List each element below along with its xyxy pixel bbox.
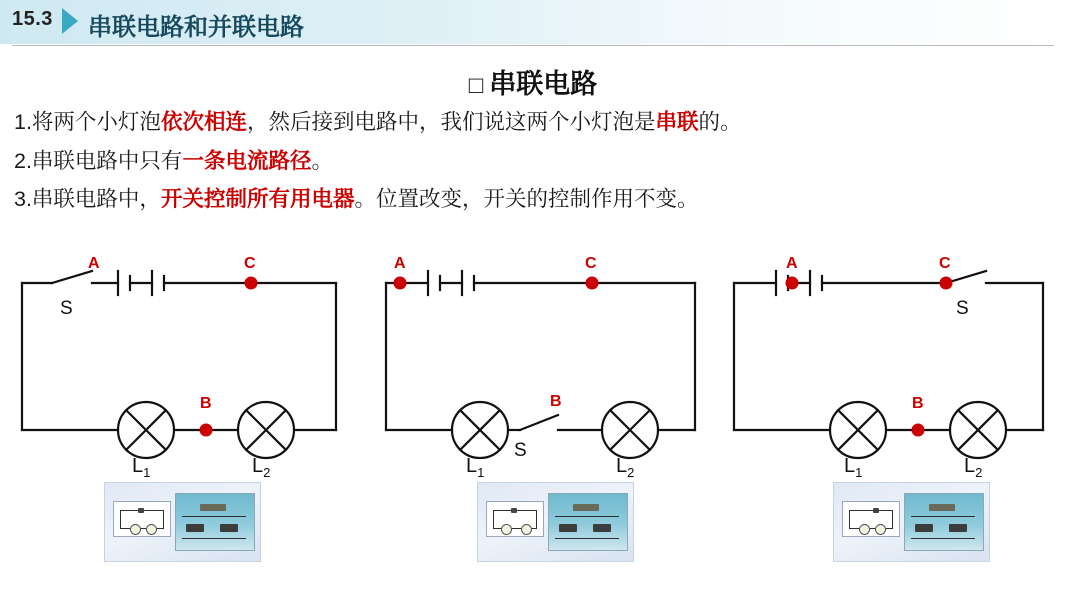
content-line-2	[14, 148, 1054, 173]
photo-1-schematic	[113, 501, 171, 537]
circuit-1-l2-letter: L	[252, 455, 264, 477]
line-3-seg-3: 。位置改变，开关的控制作用不变。	[354, 187, 699, 211]
circuit-2-svg	[370, 255, 716, 485]
line-2-seg-3: 。	[311, 148, 333, 173]
line-2-seg-2: 一条电流路径	[182, 148, 312, 173]
line-1-seg-1: 1.将两个小灯泡	[14, 110, 161, 134]
node-c-dot	[586, 277, 599, 290]
content-line-1	[14, 112, 1054, 134]
photo-3	[833, 482, 990, 562]
circuit-2-label-l2	[616, 455, 634, 480]
circuit-1-label-b: B	[200, 395, 212, 412]
circuit-diagram-row	[0, 255, 1066, 485]
circuit-3-svg	[718, 255, 1064, 485]
node-b-dot	[200, 424, 213, 437]
circuit-1-label-l2	[252, 455, 270, 480]
circuit-3-l2-sub: 2	[975, 465, 983, 480]
circuit-2-label-b: B	[550, 393, 562, 410]
circuit-1-label-s: S	[60, 298, 73, 319]
circuit-2-l1-letter: L	[466, 455, 478, 477]
circuit-2-l2-sub: 2	[627, 465, 635, 480]
triangle-right-icon	[62, 8, 78, 34]
line-1-seg-5: 的。	[698, 110, 742, 134]
circuit-3-l2-letter: L	[964, 455, 976, 477]
node-a-dot	[786, 277, 799, 290]
node-c-dot	[940, 277, 953, 290]
circuit-2-l2-letter: L	[616, 455, 628, 477]
page-title-text: 串联电路	[489, 69, 598, 99]
circuit-1-l1-sub: 1	[143, 465, 151, 480]
circuit-3-label-a: A	[786, 255, 798, 272]
circuit-2-label-c: C	[585, 255, 597, 272]
circuit-1-label-l1	[132, 455, 150, 480]
circuit-3-label-s: S	[956, 298, 969, 319]
circuit-1-label-a: A	[88, 255, 100, 272]
header-section-number: 15.3	[12, 8, 53, 30]
content-line-3	[14, 189, 1054, 211]
photo-1	[104, 482, 261, 562]
line-1-seg-4: 串联	[655, 110, 699, 134]
circuit-3-l1-letter: L	[844, 455, 856, 477]
line-2-seg-1: 2.串联电路中只有	[14, 148, 183, 173]
circuit-2-label-a: A	[394, 255, 406, 272]
photo-3-schematic	[842, 501, 900, 537]
node-b-dot	[912, 424, 925, 437]
page-title	[0, 62, 1066, 101]
circuit-3-label-l1	[844, 455, 862, 480]
circuit-3-label-c: C	[939, 255, 951, 272]
photo-2-apparatus	[548, 493, 628, 551]
circuit-2-l1-sub: 1	[477, 465, 485, 480]
line-1-seg-3: ，然后接到电路中，我们说这两个小灯泡是	[246, 110, 656, 134]
photo-2	[477, 482, 634, 562]
circuit-3-label-b: B	[912, 395, 924, 412]
circuit-diagram-3	[718, 255, 1064, 485]
node-c-dot	[245, 277, 258, 290]
square-bullet-icon: □	[468, 72, 484, 99]
photo-3-apparatus	[904, 493, 984, 551]
node-a-dot	[394, 277, 407, 290]
line-3-seg-2: 开关控制所有用电器	[160, 187, 355, 211]
line-3-seg-1: 3.串联电路中，	[14, 187, 161, 211]
circuit-diagram-2	[370, 255, 716, 485]
header-divider	[12, 45, 1054, 46]
circuit-diagram-1	[6, 255, 352, 485]
slide-header	[0, 0, 1066, 44]
circuit-2-label-l1	[466, 455, 484, 480]
content-lines	[14, 112, 1054, 228]
circuit-1-label-c: C	[244, 255, 256, 272]
circuit-1-l2-sub: 2	[263, 465, 271, 480]
circuit-3-label-l2	[964, 455, 982, 480]
line-1-seg-2: 依次相连	[160, 110, 247, 134]
circuit-3-l1-sub: 1	[855, 465, 863, 480]
photo-1-apparatus	[175, 493, 255, 551]
photo-2-schematic	[486, 501, 544, 537]
circuit-1-l1-letter: L	[132, 455, 144, 477]
circuit-2-label-s: S	[514, 440, 527, 461]
header-title: 串联电路和并联电路	[88, 14, 304, 41]
circuit-1-svg	[6, 255, 352, 485]
